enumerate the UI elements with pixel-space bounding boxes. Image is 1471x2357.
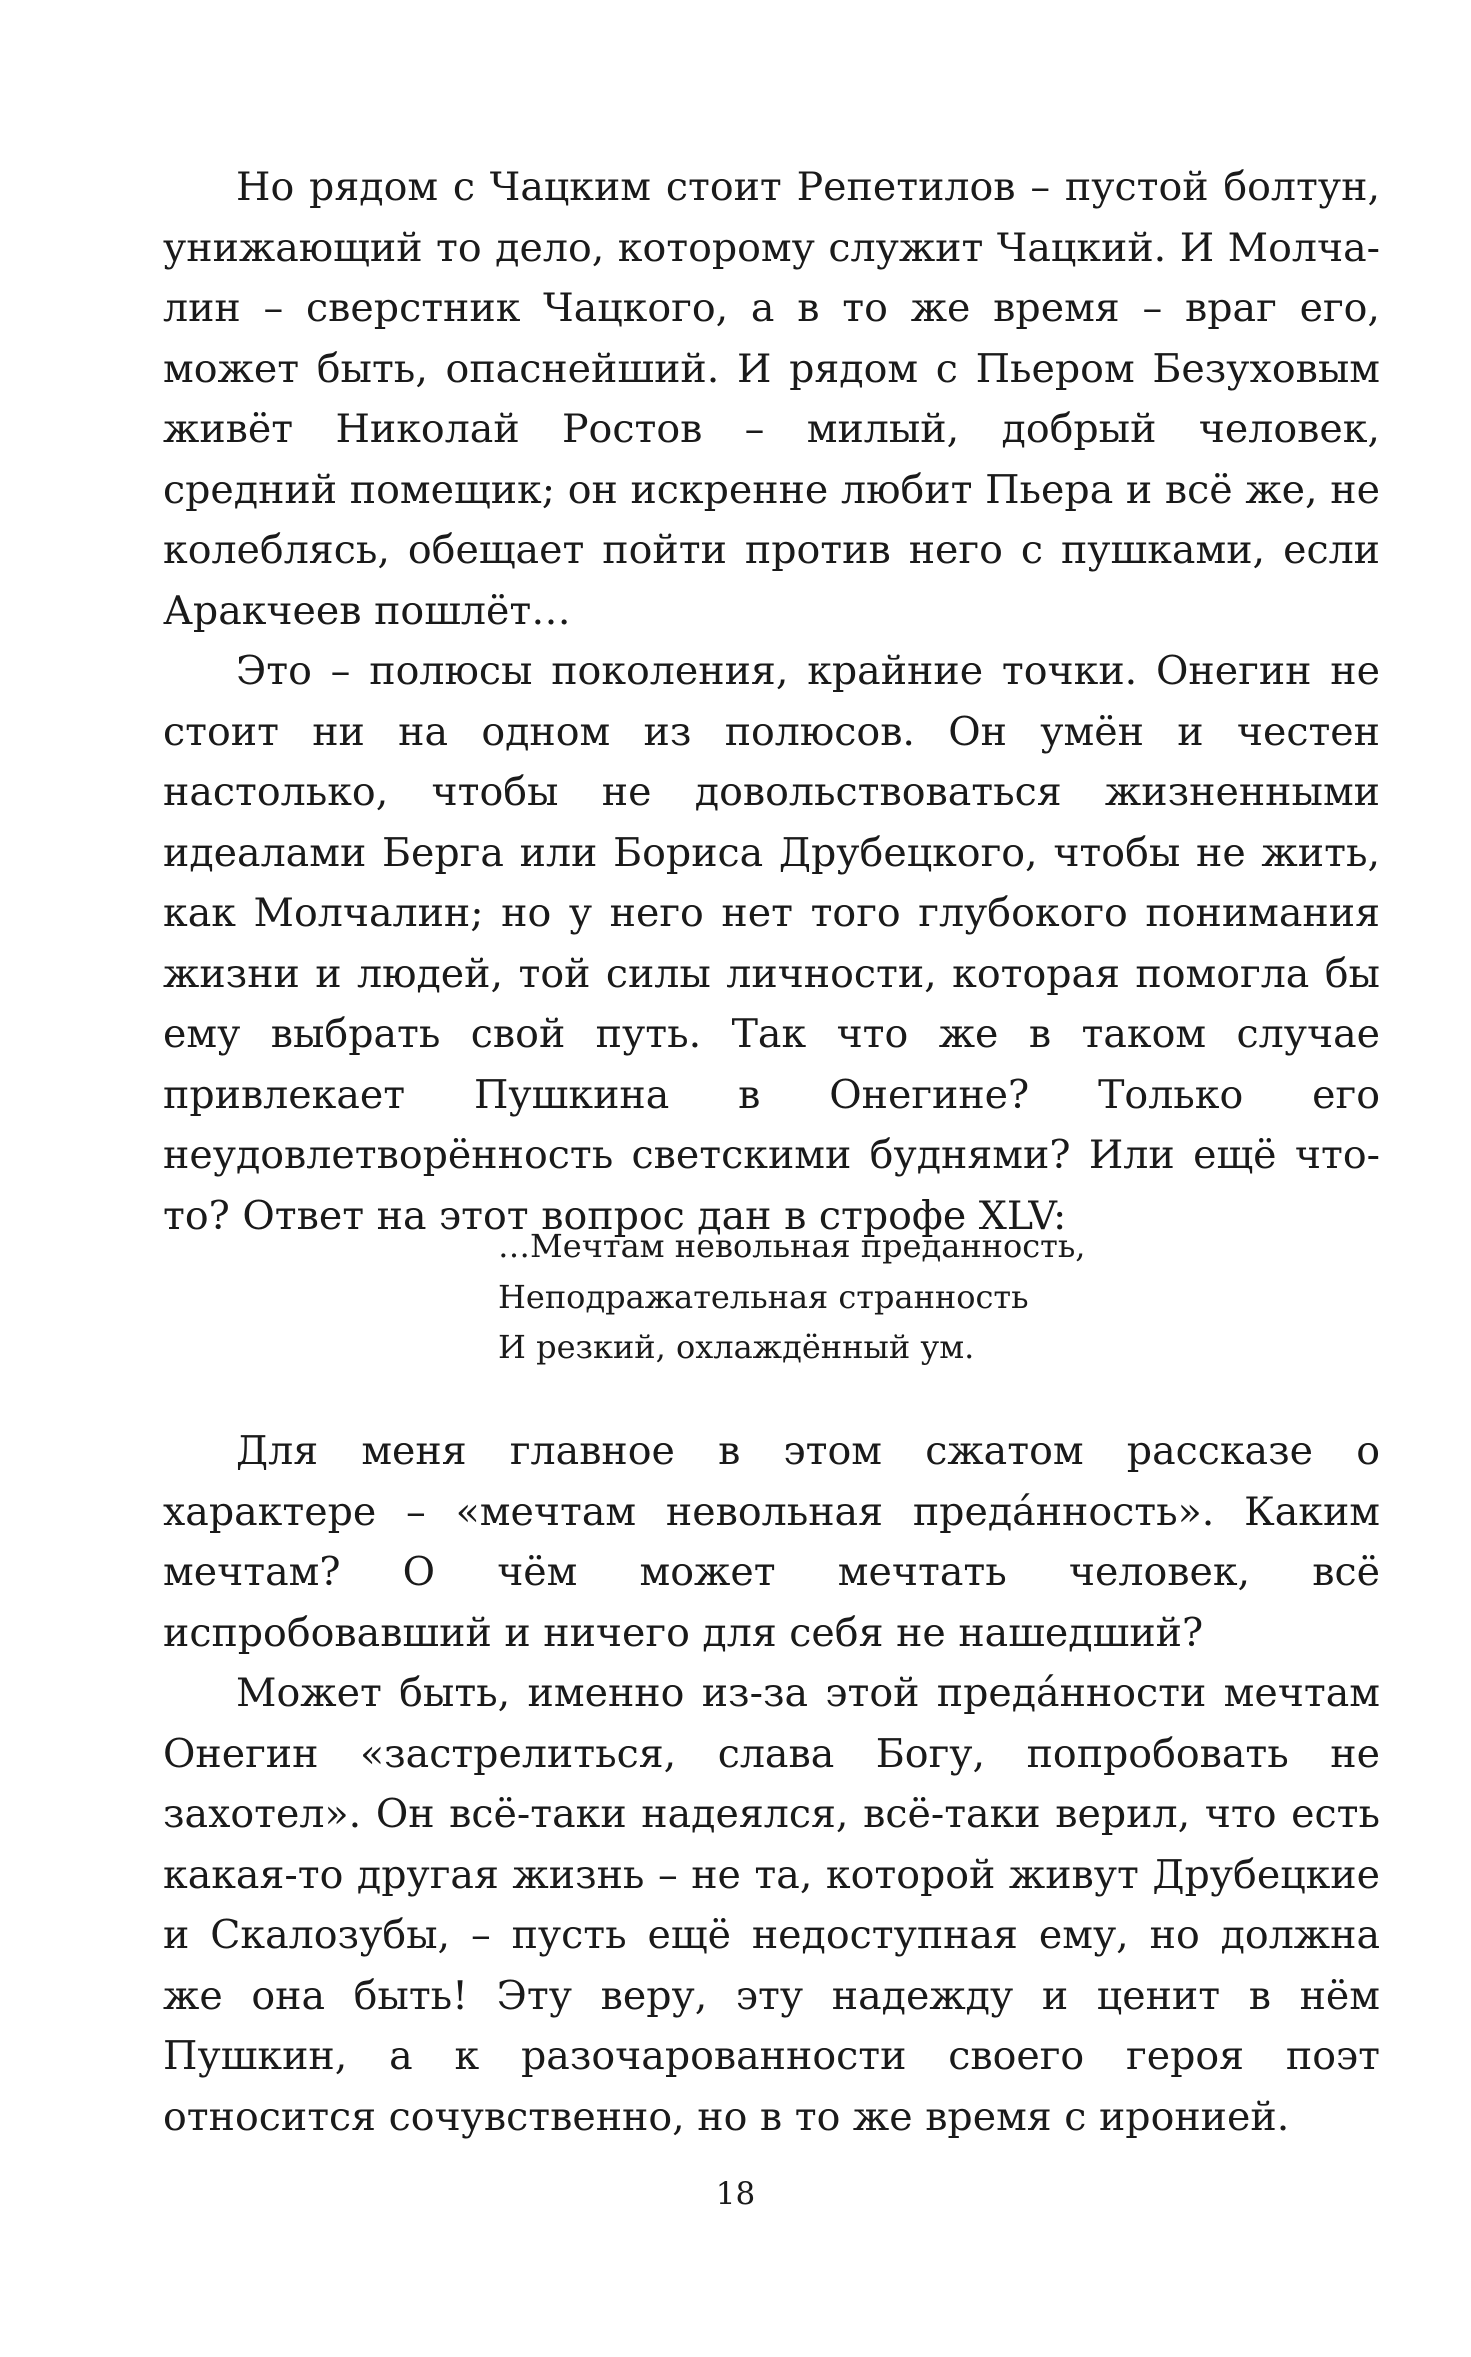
body-text-bottom	[163, 1421, 1380, 2147]
page-number: 18	[715, 2176, 756, 2212]
verse-quote	[498, 1221, 1085, 1373]
paragraph-polar-generation: Это – полюсы поколения, крайние точки. Онегин не стоит ни на одном из полюсов. Он умён и честен настолько, чтобы не довольствоваться жизненными идеалами Берга или Бориса Друбецкого, чтобы не жить, как Молчалин; но у него нет того глубокого понимания жизни и людей, той силы личности, которая помогла бы ему выбрать свой путь. Так что же в таком случае привлекает Пушкина в Онегине? Только его неудовлетворённость светскими буднями? Или ещё что-то? Ответ на этот вопрос дан в строфе XLV:	[163, 648, 1380, 1239]
verse-line: И резкий, охлаждённый ум.	[498, 1328, 975, 1366]
verse-line: …Мечтам невольная преданность,	[498, 1227, 1086, 1265]
verse-line: Неподражательная странность	[498, 1277, 1029, 1316]
paragraph-repetilov: Но рядом с Чацким стоит Репетилов – пустой болтун, унижающий то дело, которому служит Чацкий. И Молчалин – сверстник Чацкого, а в то же время – враг его, может быть, опаснейший. И рядом с Пьером Безуховым живёт Николай Ростов – милый, добрый человек, средний помещик; он искренне любит Пьера и всё же, не колеблясь, обещает пойти против него с пушками, если Аракчеев пошлёт…	[163, 164, 1380, 634]
paragraph-devotion-to-dreams: Для меня главное в этом сжатом рассказе о характере – «мечтам невольная преда́нность». Каким мечтам? О чём может мечтать человек, всё испробовавший и ничего для себя не нашедший?	[163, 1428, 1380, 1656]
body-text-top	[163, 157, 1380, 1246]
paragraph-onegin-hope: Может быть, именно из-за этой преда́нности мечтам Онегин «застрелиться, слава Богу, попробовать не захотел». Он всё-таки надеялся, всё-таки верил, что есть какая-то другая жизнь – не та, которой живут Друбецкие и Скалозубы, – пусть ещё недоступная ему, но должна же она быть! Эту веру, эту надежду и ценит в нём Пушкин, а к разочарованности своего героя поэт относится сочувственно, но в то же время с иронией.	[163, 1670, 1380, 2140]
